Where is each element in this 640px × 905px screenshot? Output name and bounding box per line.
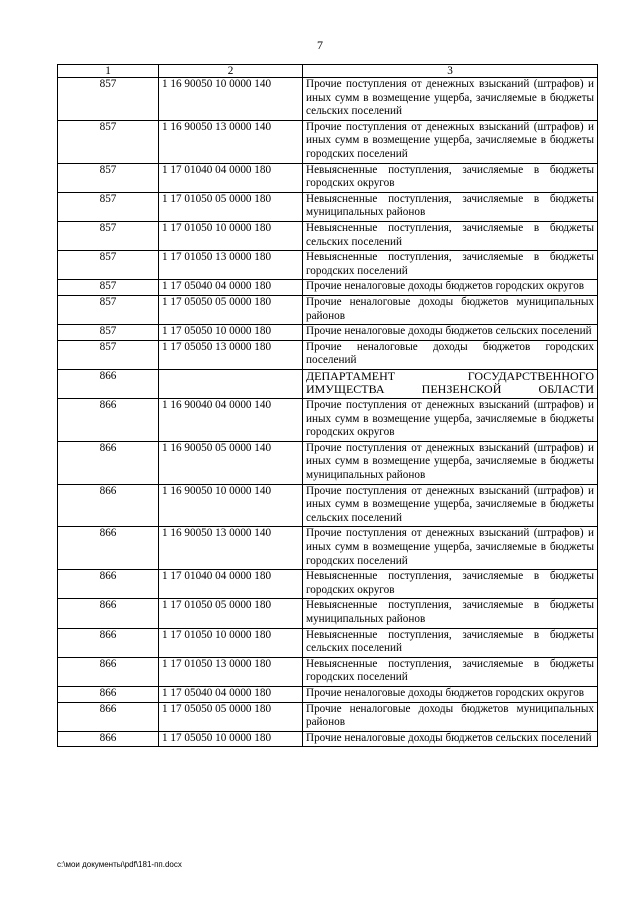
revenue-description-cell: ДЕПАРТАМЕНТ ГОСУДАРСТВЕННОГО ИМУЩЕСТВА ПЕНЗЕНСКОЙ ОБЛАСТИ (303, 369, 598, 398)
revenue-description-cell: Прочие поступления от денежных взысканий (штрафов) и иных сумм в возмещение ущерба, зачисляемые в бюджеты городских округов (303, 399, 598, 442)
admin-code-cell: 866 (58, 484, 159, 527)
revenue-description-cell: Невыясненные поступления, зачисляемые в бюджеты муниципальных районов (303, 599, 598, 628)
table-row-department (58, 369, 598, 398)
table-header (58, 65, 598, 78)
column-header-1: 1 (58, 65, 159, 78)
revenue-description-cell: Прочие поступления от денежных взысканий (штрафов) и иных сумм в возмещение ущерба, зачисляемые в бюджеты муниципальных районов (303, 441, 598, 484)
revenue-description-cell: Невыясненные поступления, зачисляемые в бюджеты городских поселений (303, 251, 598, 280)
revenue-code-cell: 1 17 01050 10 0000 180 (159, 628, 303, 657)
revenue-description-cell: Невыясненные поступления, зачисляемые в бюджеты сельских поселений (303, 628, 598, 657)
admin-code-cell: 857 (58, 192, 159, 221)
revenue-code-cell: 1 17 05040 04 0000 180 (159, 686, 303, 702)
revenue-description-cell: Невыясненные поступления, зачисляемые в бюджеты городских округов (303, 163, 598, 192)
admin-code-cell: 857 (58, 120, 159, 163)
file-path-footer: c:\мои документы\pdf\181-пп.docx (57, 860, 182, 869)
page-number: 7 (317, 38, 323, 52)
table-row (58, 163, 598, 192)
admin-code-cell: 866 (58, 570, 159, 599)
table-row (58, 441, 598, 484)
revenue-description-cell: Невыясненные поступления, зачисляемые в бюджеты сельских поселений (303, 221, 598, 250)
admin-code-cell: 857 (58, 251, 159, 280)
admin-code-cell: 857 (58, 280, 159, 296)
revenue-description-cell: Прочие поступления от денежных взысканий (штрафов) и иных сумм в возмещение ущерба, зачисляемые в бюджеты сельских поселений (303, 484, 598, 527)
revenue-code-cell: 1 17 01050 13 0000 180 (159, 657, 303, 686)
table-row (58, 295, 598, 324)
revenue-code-cell: 1 17 01050 05 0000 180 (159, 192, 303, 221)
revenue-code-cell: 1 16 90050 10 0000 140 (159, 484, 303, 527)
revenue-description-cell: Невыясненные поступления, зачисляемые в бюджеты городских поселений (303, 657, 598, 686)
admin-code-cell: 866 (58, 657, 159, 686)
table-row (58, 280, 598, 296)
table-row (58, 702, 598, 731)
revenue-code-cell: 1 17 05050 05 0000 180 (159, 702, 303, 731)
revenue-description-cell: Прочие поступления от денежных взысканий (штрафов) и иных сумм в возмещение ущерба, зачисляемые в бюджеты сельских поселений (303, 78, 598, 121)
table-row (58, 628, 598, 657)
revenue-description-cell: Прочие неналоговые доходы бюджетов муниципальных районов (303, 702, 598, 731)
revenue-description-cell: Прочие неналоговые доходы бюджетов муниципальных районов (303, 295, 598, 324)
revenue-code-cell: 1 16 90050 13 0000 140 (159, 120, 303, 163)
admin-code-cell: 866 (58, 686, 159, 702)
table-row (58, 731, 598, 747)
table-row (58, 399, 598, 442)
table-row (58, 527, 598, 570)
table-row (58, 251, 598, 280)
column-header-3: 3 (303, 65, 598, 78)
table-row (58, 484, 598, 527)
table-row (58, 192, 598, 221)
admin-code-cell: 866 (58, 527, 159, 570)
revenue-code-cell: 1 17 05050 10 0000 180 (159, 325, 303, 341)
revenue-code-cell: 1 17 01050 13 0000 180 (159, 251, 303, 280)
revenue-code-cell: 1 17 05050 10 0000 180 (159, 731, 303, 747)
revenue-code-cell: 1 16 90050 13 0000 140 (159, 527, 303, 570)
table-row (58, 599, 598, 628)
admin-code-cell: 857 (58, 340, 159, 369)
revenue-code-cell: 1 17 01050 05 0000 180 (159, 599, 303, 628)
revenue-description-cell: Прочие поступления от денежных взысканий (штрафов) и иных сумм в возмещение ущерба, зачисляемые в бюджеты городских поселений (303, 527, 598, 570)
table-row (58, 120, 598, 163)
table-row (58, 570, 598, 599)
admin-code-cell: 866 (58, 599, 159, 628)
revenue-description-cell: Прочие неналоговые доходы бюджетов сельских поселений (303, 731, 598, 747)
admin-code-cell: 857 (58, 221, 159, 250)
admin-code-cell: 857 (58, 78, 159, 121)
table-row (58, 657, 598, 686)
revenue-code-cell (159, 369, 303, 398)
revenue-code-cell: 1 16 90040 04 0000 140 (159, 399, 303, 442)
revenue-description-cell: Прочие неналоговые доходы бюджетов сельских поселений (303, 325, 598, 341)
revenue-description-cell: Невыясненные поступления, зачисляемые в бюджеты муниципальных районов (303, 192, 598, 221)
admin-code-cell: 866 (58, 441, 159, 484)
admin-code-cell: 866 (58, 731, 159, 747)
revenue-codes-table (57, 64, 598, 747)
revenue-code-cell: 1 17 05040 04 0000 180 (159, 280, 303, 296)
table-row (58, 221, 598, 250)
table-row (58, 686, 598, 702)
revenue-description-cell: Невыясненные поступления, зачисляемые в бюджеты городских округов (303, 570, 598, 599)
revenue-code-cell: 1 17 01050 10 0000 180 (159, 221, 303, 250)
revenue-code-cell: 1 17 01040 04 0000 180 (159, 570, 303, 599)
admin-code-cell: 866 (58, 628, 159, 657)
admin-code-cell: 857 (58, 325, 159, 341)
admin-code-cell: 857 (58, 295, 159, 324)
column-header-2: 2 (159, 65, 303, 78)
revenue-description-cell: Прочие поступления от денежных взысканий (штрафов) и иных сумм в возмещение ущерба, зачисляемые в бюджеты городских поселений (303, 120, 598, 163)
table-row (58, 340, 598, 369)
admin-code-cell: 857 (58, 163, 159, 192)
table-header-row (58, 65, 598, 78)
revenue-description-cell: Прочие неналоговые доходы бюджетов городских округов (303, 686, 598, 702)
revenue-description-cell: Прочие неналоговые доходы бюджетов городских поселений (303, 340, 598, 369)
revenue-code-cell: 1 17 05050 05 0000 180 (159, 295, 303, 324)
admin-code-cell: 866 (58, 702, 159, 731)
revenue-code-cell: 1 17 01040 04 0000 180 (159, 163, 303, 192)
table-row (58, 78, 598, 121)
admin-code-cell: 866 (58, 369, 159, 398)
revenue-code-cell: 1 16 90050 05 0000 140 (159, 441, 303, 484)
table-row (58, 325, 598, 341)
revenue-description-cell: Прочие неналоговые доходы бюджетов городских округов (303, 280, 598, 296)
revenue-code-cell: 1 17 05050 13 0000 180 (159, 340, 303, 369)
revenue-code-cell: 1 16 90050 10 0000 140 (159, 78, 303, 121)
admin-code-cell: 866 (58, 399, 159, 442)
table-body (58, 78, 598, 747)
